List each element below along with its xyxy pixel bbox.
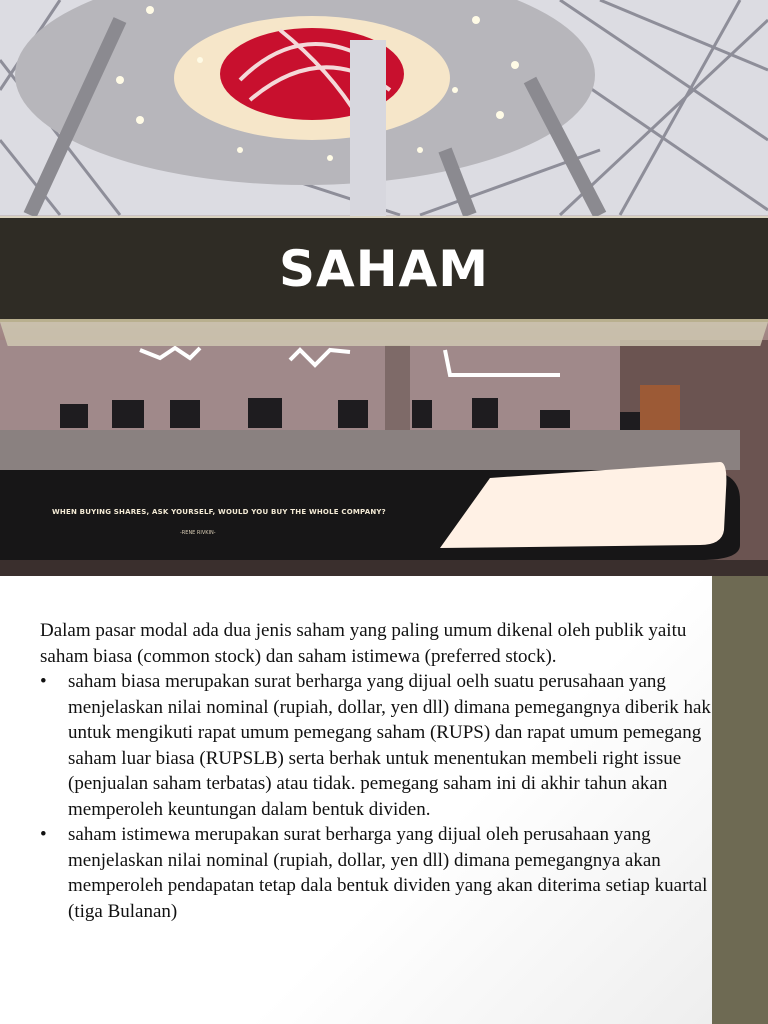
bullet-text: saham istimewa merupakan surat berharga yang dijual oleh perusahaan yang menjelaskan nilai nominal (rupiah, dollar, yen dll) dimana pemegangnya akan memperoleh pendapatan tetap dala bentuk dividen yang akan diterima setiap kuartal (tiga Bulanan) — [68, 824, 708, 922]
list-item — [40, 669, 720, 822]
bullet-icon: • — [40, 824, 47, 845]
list-item — [40, 822, 720, 924]
right-accent-bar — [712, 576, 768, 1024]
intro-paragraph: Dalam pasar modal ada dua jenis saham yang paling umum dikenal oleh publik yaitu saham biasa (common stock) dan saham istimewa (preferred stock). — [40, 620, 687, 667]
wall-quote-author: -RENE RIVKIN- — [180, 530, 216, 536]
banner-underline — [0, 322, 768, 346]
wall-quote: WHEN BUYING SHARES, ASK YOURSELF, WOULD YOU BUY THE WHOLE COMPANY? — [52, 508, 386, 516]
title-banner — [0, 216, 768, 322]
bullet-text: saham biasa merupakan surat berharga yang dijual oelh suatu perusahaan yang menjelaskan nilai nominal (rupiah, dollar, yen dll) dimana pemegangnya diberik hak untuk mengikuti rapat umum pemegang saham (RUPS) dan rapat umum pemegang saham luar biasa (RUPSLB) serta berhak untuk menentukan membeli right issue (penjualan saham terbatas) atau tidak. pemegang saham ini di akhir tahun akan memperoleh keuntungan dalam bentuk dividen. — [68, 671, 711, 820]
slide-body — [40, 618, 720, 924]
bullet-icon: • — [40, 671, 47, 692]
bullet-list — [40, 669, 720, 924]
slide-title: SAHAM — [278, 239, 489, 298]
